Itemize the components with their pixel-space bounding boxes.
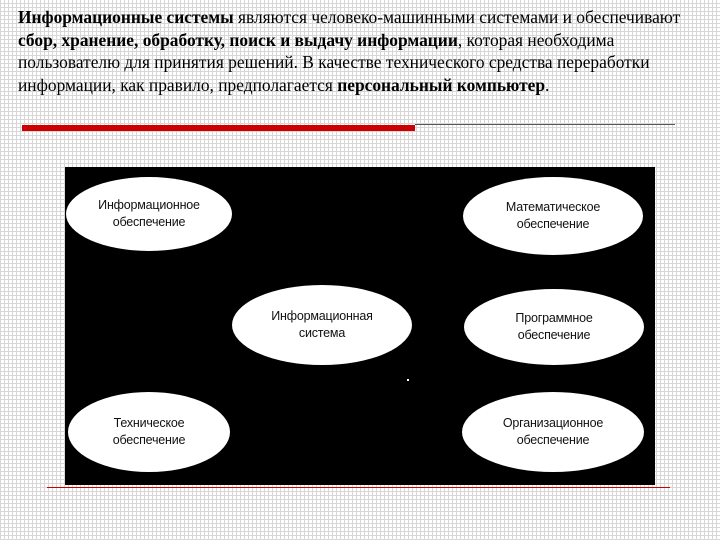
ellipse-label-line1: Техническое xyxy=(113,416,185,430)
ellipse-software-support xyxy=(464,289,644,365)
ellipse-label-line2: обеспечение xyxy=(516,217,590,231)
term-functions: сбор, хранение, обработку, поиск и выдачу информации xyxy=(18,29,458,50)
bottom-accent-line xyxy=(47,487,670,488)
ellipse-label-line2: обеспечение xyxy=(112,215,186,229)
ellipse-information-support xyxy=(66,177,232,251)
ellipse-label-line1: Организационное xyxy=(502,416,604,430)
ellipse-label-line2: обеспечение xyxy=(517,328,591,342)
ellipse-label-line1: Математическое xyxy=(505,200,601,214)
ellipse-label-line1: Программное xyxy=(515,311,593,325)
term-information-systems: Информационные системы xyxy=(18,7,234,27)
ellipse-organizational-support xyxy=(462,392,644,472)
ellipse-mathematical-support xyxy=(463,177,643,255)
accent-bar xyxy=(22,125,415,131)
ellipse-label-line1: Информационное xyxy=(98,198,200,212)
ellipse-information-system xyxy=(232,285,412,365)
ellipse-label-line2: обеспечение xyxy=(112,433,186,447)
speck-dot xyxy=(407,379,409,381)
paragraph-text-1: являются человеко-машинными системами и обеспечивают xyxy=(233,7,681,27)
ellipse-label-line2: система xyxy=(298,326,346,340)
diagram-panel xyxy=(65,167,655,485)
ellipse-label-line1: Информационная xyxy=(271,309,373,323)
paragraph-text-3: . xyxy=(545,74,550,95)
term-personal-computer: персональный компьютер xyxy=(337,74,546,95)
ellipse-technical-support xyxy=(68,392,230,472)
slide-paragraph xyxy=(18,6,708,96)
divider-line xyxy=(415,124,675,125)
paragraph-text-2: , которая необходима пользователю для принятия решений. В качестве технического средства переработки информации, как правило, предполагается xyxy=(18,29,650,95)
ellipse-label-line2: обеспечение xyxy=(516,433,590,447)
